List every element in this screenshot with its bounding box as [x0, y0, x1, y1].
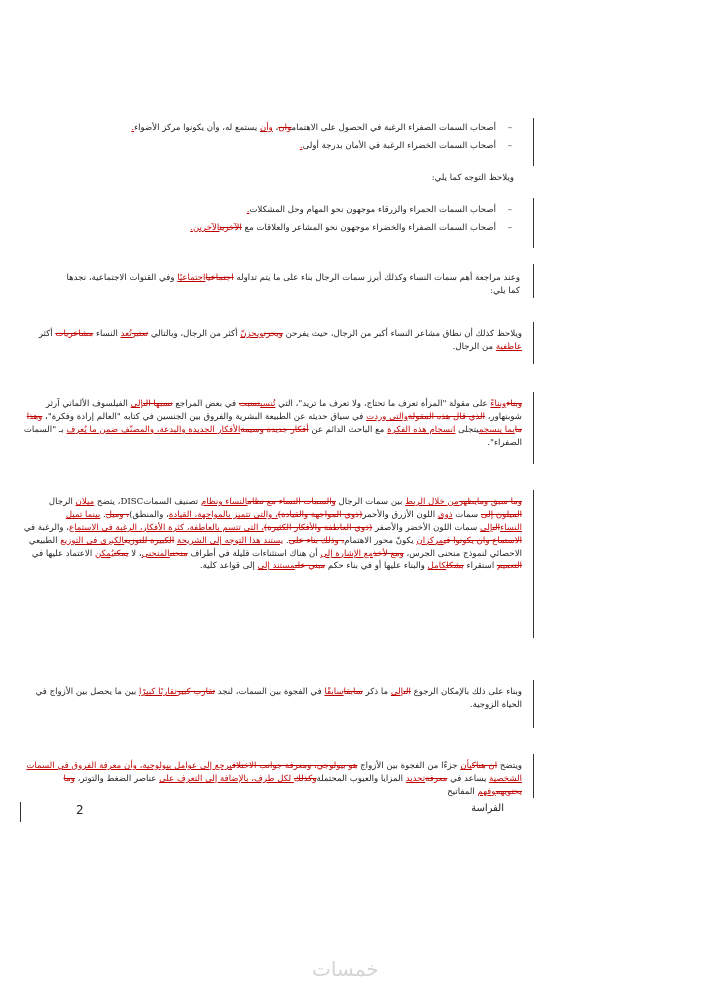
change-bar [533, 490, 534, 638]
bullet-list-orientation [120, 204, 514, 235]
paragraph-biological-gap: ويتضح ان هناكبأن جزءًا من الفجوة بين الأزواج هو بيولوجي، ومعرفة جوانب الاختلافيرجع إلى عوامل بيولوجية، وأن معرفة الفروق في السمات الشخصية يساعد في معرفةتحديد المزايا والعيوب المحتملةوكذلك لكل طرف، بالإضافة إلى التعرف على عناصر الضغط والتوتر، وما يحتويهموفهم المفاتيح [26, 761, 522, 797]
paragraph-marital-gap: وبناء على ذلك بالإمكان الرجوع الىإلى ما ذكر سابقاسابقًا في الفجوة بين السمات، لنجد تقارب كبيرتقاربًا كبيرًا بين ما يحصل بين الأزواج في الحياة الزوجية. [35, 687, 522, 710]
watermark: خمسات [312, 957, 379, 981]
bullet-item-yellow: – أصحاب السمات الصفراء الرغبة في الحصول على الاهتماموان، وأن يستمع له، وأن يكونوا مركز الأضواء. [120, 122, 514, 135]
paragraph-orientation-intro: ويلاحظ التوجه كما يلي: [431, 173, 514, 183]
change-bar [533, 322, 534, 364]
footer-title: الفراسة [471, 803, 504, 814]
paragraph-disc-classification: وما سبق ومايظهرمن خلال الربط بين سمات الرجال والسمات النساء مع نظامالنساء ونظام تصنيف السماتDISC، يتضح ميلان الرجال الميلون إلى سمات ذوي اللون الأزرق والأحمر(ذوي المواجهة والقيادة)، والتي تتميز بالمواجهة، القيادة، والمنطق)، وميل. بينما تميل النساءالىإلى سمات اللون الأخضر والأصفر (ذوي العاطفة والأفكار الكثيرة)، التي تتسم بالعاطفة، كثرة الأفكار، الرغبة في الاستماع، والرغبة في الاستماع وان يكونوا فيمركزان يكونّ محور الاهتمام، وذلك بناء على. يستند هذا التوجه إلى الشريحة الكبيرة للتوزيعالكبرى في التوزيع الطبيعي الاحصائي لنموذج منحنى الجرس، ومع لأخذمع الإشارة إلى أن هناك استثناءات قليلة في أطراف منحنىالمنحنى، لا يمكنيُمكن الاعتماد عليها في التعميم استقراء بشكلكامل والبناء عليها أو في بناء حكم مبني علىمستند إلى إلى قواعد كلية. [23, 497, 522, 572]
bullet-item-green: – أصحاب السمات الخضراء الرغبة في الأمان بدرجة أولى. [120, 140, 514, 153]
paragraph-traits-review: وعند مراجعة أهم سمات النساء وكذلك أبرز سمات الرجال بناء على ما يتم تداوله اجتماعيااجتماعيًا وفي القنوات الاجتماعية، نجدها كما يلي: [66, 273, 520, 296]
change-bar [533, 754, 534, 798]
bullet-item-yellow-green: – أصحاب السمات الصفراء والخضراء موجهون نحو المشاعر والعلاقات مع الآخرينالآخرين. [120, 222, 514, 235]
bullet-item-red-blue: – أصحاب السمات الحمراء والزرقاء موجهون نحو المهام وحل المشكلات. [120, 204, 514, 217]
inserted-text: وأن [259, 123, 273, 133]
bullet-list-colors [120, 122, 514, 153]
footer-change-bar [20, 802, 21, 822]
paragraph-schopenhauer: وبناءوبناءً على مقولة "المرأة تعرف ما تحتاج، ولا تعرف ما تريد"، التي تُنسبنسبت في بعض المراجع نسبها الىإلى الفيلسوف الألماني آرثر شوبنهاور، الذي قال هذه المقولةوالتي وردت في سياق حديثه عن الطبيعة البشرية والفروق بين الجنسين في كتابه "العالم إرادة وفكرة"، وهذا مابما ينسجميتجلى انسجام هذه الفكرة مع الباحث الدائم عن أفكار جديدة وسيمةالأفكار الجديدة والبدعة، والمصنّف ضمن ما يُعرف بـ "السمات الصفراء". [23, 399, 522, 448]
deleted-text: وان [278, 123, 292, 133]
change-bar [533, 118, 534, 166]
change-bar [533, 680, 534, 728]
page-number: 2 [76, 803, 84, 817]
change-bar [533, 198, 534, 248]
change-bar [533, 392, 534, 464]
paragraph-emotions: ويلاحظ كذلك أن نطاق مشاعر النساء أكبر من الرجال، حيث يفرحن ويحزنويحزنّ أكثر من الرجال، وبالتالي تعتبرتُعد النساء مشاعريات أكثر عاطفية من الرجال. [38, 329, 522, 352]
change-bar [533, 264, 534, 298]
